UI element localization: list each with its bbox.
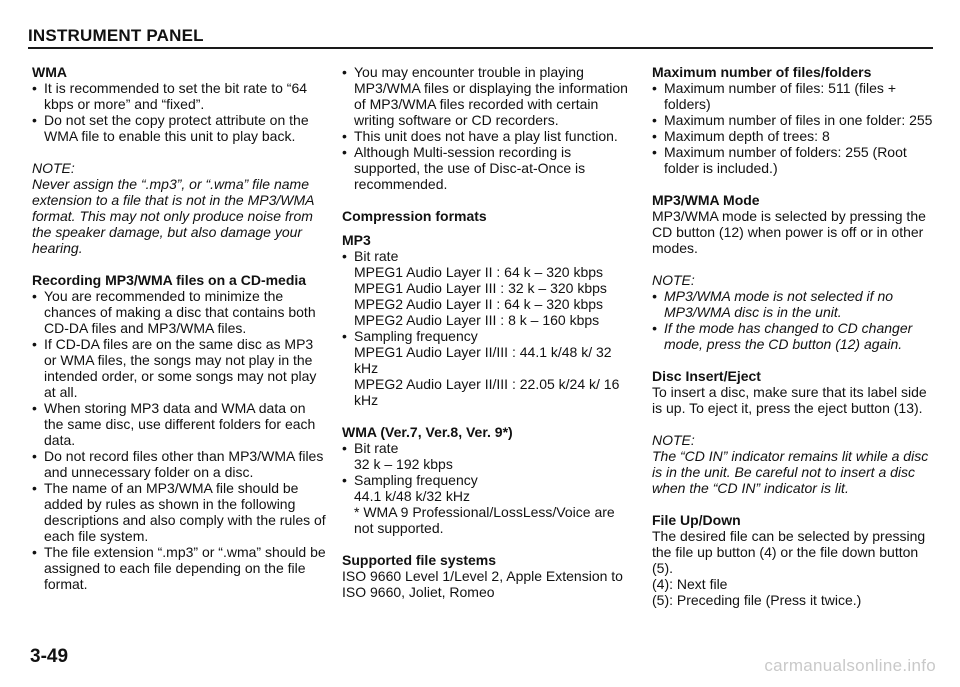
wma-sampling-item [342, 472, 634, 536]
recording-bullet: • The file extension “.mp3” or “.wma” should be assigned to each file depending on the file format. [32, 544, 327, 592]
file-down-line: (5): Preceding file (Press it twice.) [652, 592, 862, 608]
note-label: NOTE: [32, 160, 75, 176]
header-rule [28, 47, 933, 49]
maximum-bullet: • Maximum number of files in one folder: 255 [652, 112, 937, 128]
column-left [32, 64, 327, 592]
recording-bullet: • When storing MP3 data and WMA data on the same disc, use different folders for each data. [32, 400, 327, 448]
wma-sampling-label: Sampling frequency [354, 472, 478, 488]
watermark: carmanualsonline.info [764, 656, 936, 675]
mode-text: MP3/WMA mode is selected by pressing the CD button (12) when power is off or in other modes. [652, 208, 926, 256]
note-text: The “CD IN” indicator remains lit while a disc is in the unit. Be careful not to insert a disc when the “CD IN” indicator is lit. [652, 448, 929, 496]
page-number: 3-49 [30, 646, 69, 667]
mp3-sampling-line: MPEG1 Audio Layer II/III : 44.1 k/48 k/ 32 kHz [354, 344, 612, 376]
recording-bullet: • Do not record files other than MP3/WMA files and unnecessary folder on a disc. [32, 448, 327, 480]
wma-bitrate-value: 32 k – 192 kbps [354, 456, 453, 472]
mp3-bitrate-line: MPEG1 Audio Layer II : 64 k – 320 kbps [354, 264, 604, 280]
wma-bitrate-item [342, 440, 634, 472]
wma-bullet: • Do not set the copy protect attribute on the WMA file to enable this unit to play back. [32, 112, 327, 144]
maximum-bullet: • Maximum number of folders: 255 (Root folder is included.) [652, 144, 937, 176]
note-bullet: • If the mode has changed to CD changer mode, press the CD button (12) again. [652, 320, 937, 352]
wma-sampling-value: 44.1 k/48 k/32 kHz [354, 488, 470, 504]
disc-heading: Disc Insert/Eject [652, 368, 761, 384]
note-bullet-list [652, 288, 937, 352]
wma-bullet-list [32, 80, 327, 144]
wma-spec-list [342, 440, 634, 536]
recording-bullet: • You are recommended to minimize the chances of making a disc that contains both CD-DA files and MP3/WMA files. [32, 288, 327, 336]
recording-bullet: • The name of an MP3/WMA file should be added by rules as shown in the following descriptions and also comply with the rules of each file system. [32, 480, 327, 544]
note-label: NOTE: [652, 432, 695, 448]
column-right [652, 64, 937, 608]
mode-heading: MP3/WMA Mode [652, 192, 760, 208]
file-up-line: (4): Next file [652, 576, 728, 592]
playback-bullet: • This unit does not have a play list function. [342, 128, 634, 144]
mp3-heading: MP3 [342, 232, 371, 248]
wma-footnote: * WMA 9 Professional/LossLess/Voice are not supported. [354, 504, 615, 536]
mp3-bitrate-line: MPEG2 Audio Layer III : 8 k – 160 kbps [354, 312, 600, 328]
mp3-bitrate-line: MPEG1 Audio Layer III : 32 k – 320 kbps [354, 280, 607, 296]
recording-bullet-list [32, 288, 327, 592]
filesystems-heading: Supported file systems [342, 552, 497, 568]
note-label: NOTE: [652, 272, 695, 288]
maximum-bullet: • Maximum number of files: 511 (files + folders) [652, 80, 937, 112]
wma-bitrate-label: Bit rate [354, 440, 399, 456]
mp3-spec-list [342, 248, 634, 408]
mp3-bitrate-item [342, 248, 634, 328]
playback-bullet: • You may encounter trouble in playing MP3/WMA files or displaying the information of MP3/WMA files recorded with certain writing software or CD recorders. [342, 64, 634, 128]
file-heading: File Up/Down [652, 512, 741, 528]
recording-bullet: • If CD-DA files are on the same disc as MP3 or WMA files, the songs may not play in the intended order, or some songs may not play at all. [32, 336, 327, 400]
mp3-bitrate-label: Bit rate [354, 248, 399, 264]
mp3-sampling-label: Sampling frequency [354, 328, 478, 344]
section-title: INSTRUMENT PANEL [28, 26, 204, 45]
mp3-sampling-item [342, 328, 634, 408]
compression-heading: Compression formats [342, 208, 487, 224]
mp3-sampling-line: MPEG2 Audio Layer II/III : 22.05 k/24 k/ 16 kHz [354, 376, 620, 408]
column-middle [342, 64, 634, 600]
note-text: Never assign the “.mp3”, or “.wma” file name extension to a file that is not in the MP3/WMA format. This may not only produce noise from the speaker damage, but also damage your hearing. [32, 176, 314, 256]
mp3-bitrate-line: MPEG2 Audio Layer II : 64 k – 320 kbps [354, 296, 604, 312]
disc-text: To insert a disc, make sure that its label side is up. To eject it, press the eject button (13). [652, 384, 927, 416]
maximum-heading: Maximum number of files/folders [652, 64, 872, 80]
recording-heading: Recording MP3/WMA files on a CD-media [32, 272, 307, 288]
maximum-bullet: • Maximum depth of trees: 8 [652, 128, 937, 144]
wma-versions-heading: WMA (Ver.7, Ver.8, Ver. 9*) [342, 424, 513, 440]
filesystems-text: ISO 9660 Level 1/Level 2, Apple Extension to ISO 9660, Joliet, Romeo [342, 568, 623, 600]
file-text: The desired file can be selected by pressing the file up button (4) or the file down button (5). [652, 528, 926, 576]
playback-bullet-list [342, 64, 634, 192]
wma-bullet: • It is recommended to set the bit rate to “64 kbps or more” and “fixed”. [32, 80, 327, 112]
note-bullet: • MP3/WMA mode is not selected if no MP3/WMA disc is in the unit. [652, 288, 937, 320]
maximum-bullet-list [652, 80, 937, 176]
wma-heading: WMA [32, 64, 67, 80]
playback-bullet: • Although Multi-session recording is supported, the use of Disc-at-Once is recommended. [342, 144, 634, 192]
